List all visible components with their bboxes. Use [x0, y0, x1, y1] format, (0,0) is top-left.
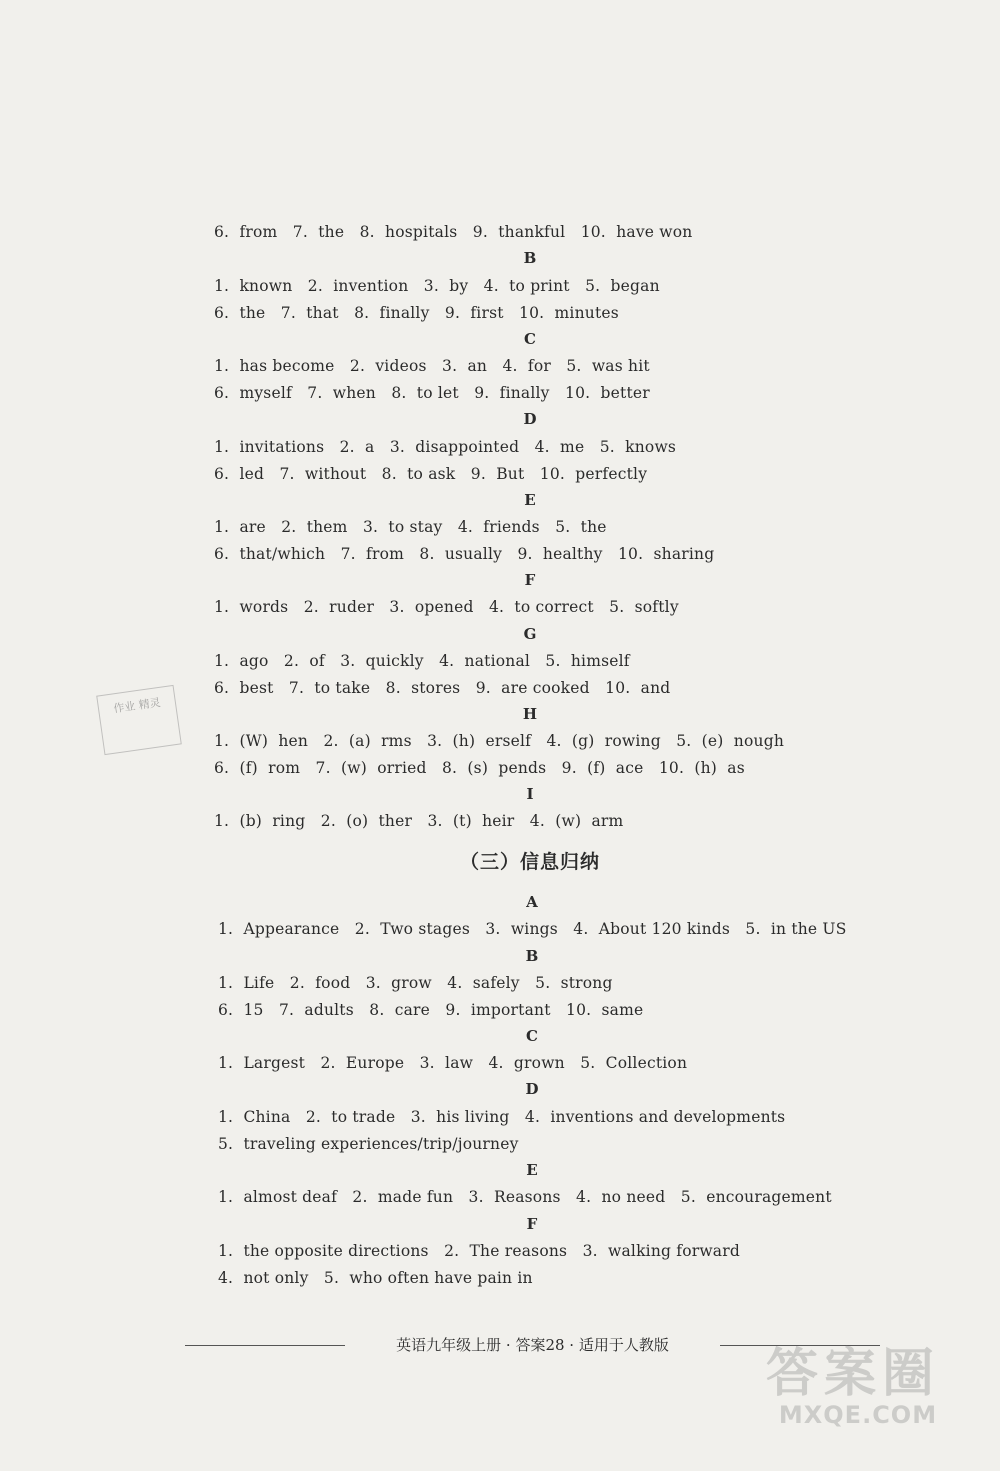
group-heading: D [523, 410, 537, 428]
group-heading: F [526, 1215, 538, 1233]
watermark-logo [718, 1331, 978, 1441]
group-heading: E [524, 491, 536, 509]
answer-line: 1. ago 2. of 3. quickly 4. national 5. himself [214, 652, 630, 670]
answer-line: 6. 15 7. adults 8. care 9. important 10. same [218, 1001, 644, 1019]
answer-line: 6. that/which 7. from 8. usually 9. healthy 10. sharing [214, 545, 715, 563]
watermark-text: 答案圈 [765, 1344, 940, 1404]
answer-line: 1. (W) hen 2. (a) rms 3. (h) erself 4. (g) rowing 5. (e) nough [214, 732, 785, 750]
stamp-mark [96, 685, 182, 755]
group-heading: C [526, 1027, 538, 1045]
group-heading: D [525, 1080, 539, 1098]
answer-line: 6. led 7. without 8. to ask 9. But 10. perfectly [214, 465, 648, 483]
answer-line: 1. has become 2. videos 3. an 4. for 5. was hit [214, 357, 650, 375]
group-heading: I [526, 785, 534, 803]
group-heading: C [524, 330, 536, 348]
group-heading: G [523, 625, 537, 643]
answer-line: 1. China 2. to trade 3. his living 4. inventions and developments [218, 1108, 786, 1126]
answer-line: 1. words 2. ruder 3. opened 4. to correct 5. softly [214, 598, 679, 616]
watermark-url: MXQE.COM [778, 1401, 938, 1429]
group-heading: B [525, 947, 539, 965]
answer-line: 1. known 2. invention 3. by 4. to print 5. began [214, 277, 660, 295]
group-heading: F [524, 571, 536, 589]
answer-line: 1. almost deaf 2. made fun 3. Reasons 4. no need 5. encouragement [218, 1188, 832, 1206]
answer-line: 1. Largest 2. Europe 3. law 4. grown 5. Collection [218, 1054, 688, 1072]
answer-line: 1. are 2. them 3. to stay 4. friends 5. the [214, 518, 607, 536]
answer-line: 4. not only 5. who often have pain in [218, 1269, 533, 1287]
footer-rule-left [185, 1345, 345, 1346]
answer-line: 5. traveling experiences/trip/journey [218, 1135, 519, 1153]
footer-text: 英语九年级上册 · 答案28 · 适用于人教版 [396, 1336, 669, 1354]
answer-line: 6. from 7. the 8. hospitals 9. thankful 10. have won [214, 223, 693, 241]
group-heading: B [523, 249, 537, 267]
answer-line: 1. the opposite directions 2. The reasons 3. walking forward [218, 1242, 740, 1260]
answer-line: 1. (b) ring 2. (o) ther 3. (t) heir 4. (w) arm [214, 812, 624, 830]
answer-line: 1. Life 2. food 3. grow 4. safely 5. strong [218, 974, 613, 992]
group-heading: A [526, 893, 538, 911]
answer-line: 6. myself 7. when 8. to let 9. finally 10. better [214, 384, 650, 402]
group-heading: E [526, 1161, 538, 1179]
answer-line: 1. Appearance 2. Two stages 3. wings 4. About 120 kinds 5. in the US [218, 920, 847, 938]
group-heading: H [522, 705, 538, 723]
answer-line: 6. the 7. that 8. finally 9. first 10. minutes [214, 304, 619, 322]
answer-line: 1. invitations 2. a 3. disappointed 4. me 5. knows [214, 438, 677, 456]
stamp-text: 作业 精灵 [112, 695, 162, 716]
section-title: （三）信息归纳 [459, 851, 600, 873]
answer-line: 6. best 7. to take 8. stores 9. are cooked 10. and [214, 679, 671, 697]
answer-line: 6. (f) rom 7. (w) orried 8. (s) pends 9. (f) ace 10. (h) as [214, 759, 745, 777]
